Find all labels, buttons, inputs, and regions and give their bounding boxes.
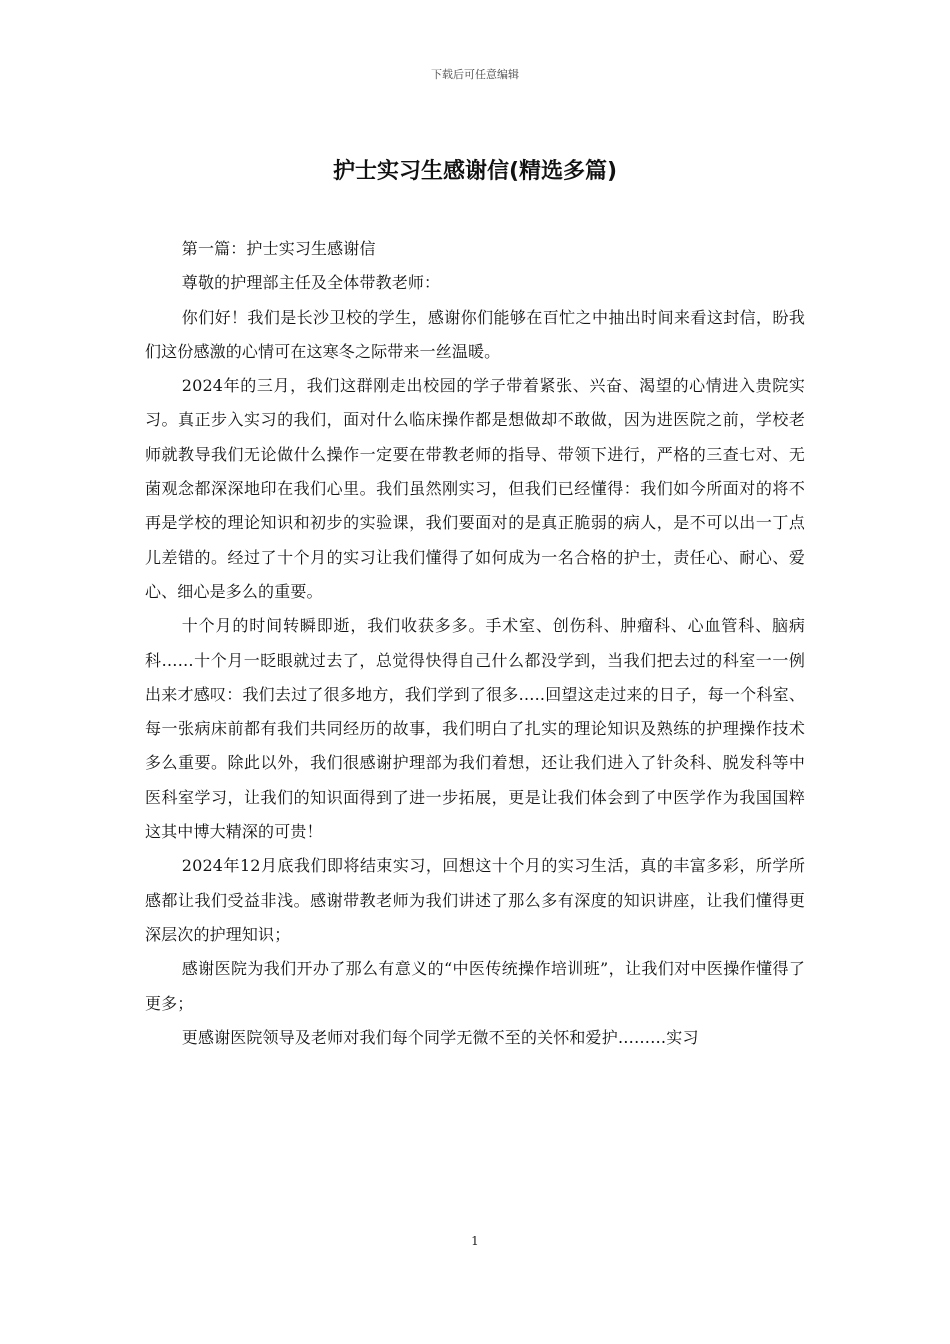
- body-paragraph: 十个月的时间转瞬即逝，我们收获多多。手术室、创伤科、肿瘤科、心血管科、脑病科……十个月一眨眼就过去了，总觉得快得自己什么都没学到，当我们把去过的科室一一例出来才感叹：我们去过了很多地方，我们学到了很多…..回望这走过来的日子，每一个科室、每一张病床前都有我们共同经历的故事，我们明白了扎实的理论知识及熟练的护理操作技术多么重要。除此以外，我们很感谢护理部为我们着想，还让我们进入了针灸科、脱发科等中医科室学习，让我们的知识面得到了进一步拓展，更是让我们体会到了中医学作为我国国粹这其中博大精深的可贵！: [145, 616, 805, 842]
- section-heading: 第一篇：护士实习生感谢信: [181, 239, 376, 258]
- body-paragraph: 更感谢医院领导及老师对我们每个同学无微不至的关怀和爱护………实习: [181, 1027, 699, 1047]
- page-number: 1: [471, 1234, 479, 1248]
- body-paragraph: 感谢医院为我们开办了那么有意义的“中医传统操作培训班”，让我们对中医操作懂得了更多；: [145, 959, 805, 1013]
- header-note: 下载后可任意编辑: [431, 68, 519, 81]
- document-body: [145, 232, 805, 1055]
- body-paragraph: 2024年的三月，我们这群刚走出校园的学子带着紧张、兴奋、渴望的心情进入贵院实习。真正步入实习的我们，面对什么临床操作都是想做却不敢做，因为进医院之前，学校老师就教导我们无论做什么操作一定要在带教老师的指导、带领下进行，严格的三查七对、无菌观念都深深地印在我们心里。我们虽然刚实习，但我们已经懂得：我们如今所面对的将不再是学校的理论知识和初步的实验课，我们要面对的是真正脆弱的病人，是不可以出一丁点儿差错的。经过了十个月的实习让我们懂得了如何成为一名合格的护士，责任心、耐心、爱心、细心是多么的重要。: [145, 376, 805, 601]
- body-paragraph: 2024年12月底我们即将结束实习，回想这十个月的实习生活，真的丰富多彩，所学所感都让我们受益非浅。感谢带教老师为我们讲述了那么多有深度的知识讲座，让我们懂得更深层次的护理知识；: [145, 856, 805, 944]
- document-title: 护士实习生感谢信(精选多篇): [332, 159, 618, 184]
- salutation: 尊敬的护理部主任及全体带教老师：: [181, 273, 441, 293]
- body-paragraph: 你们好！我们是长沙卫校的学生，感谢你们能够在百忙之中抽出时间来看这封信，盼我们这份感激的心情可在这寒冬之际带来一丝温暖。: [145, 307, 805, 361]
